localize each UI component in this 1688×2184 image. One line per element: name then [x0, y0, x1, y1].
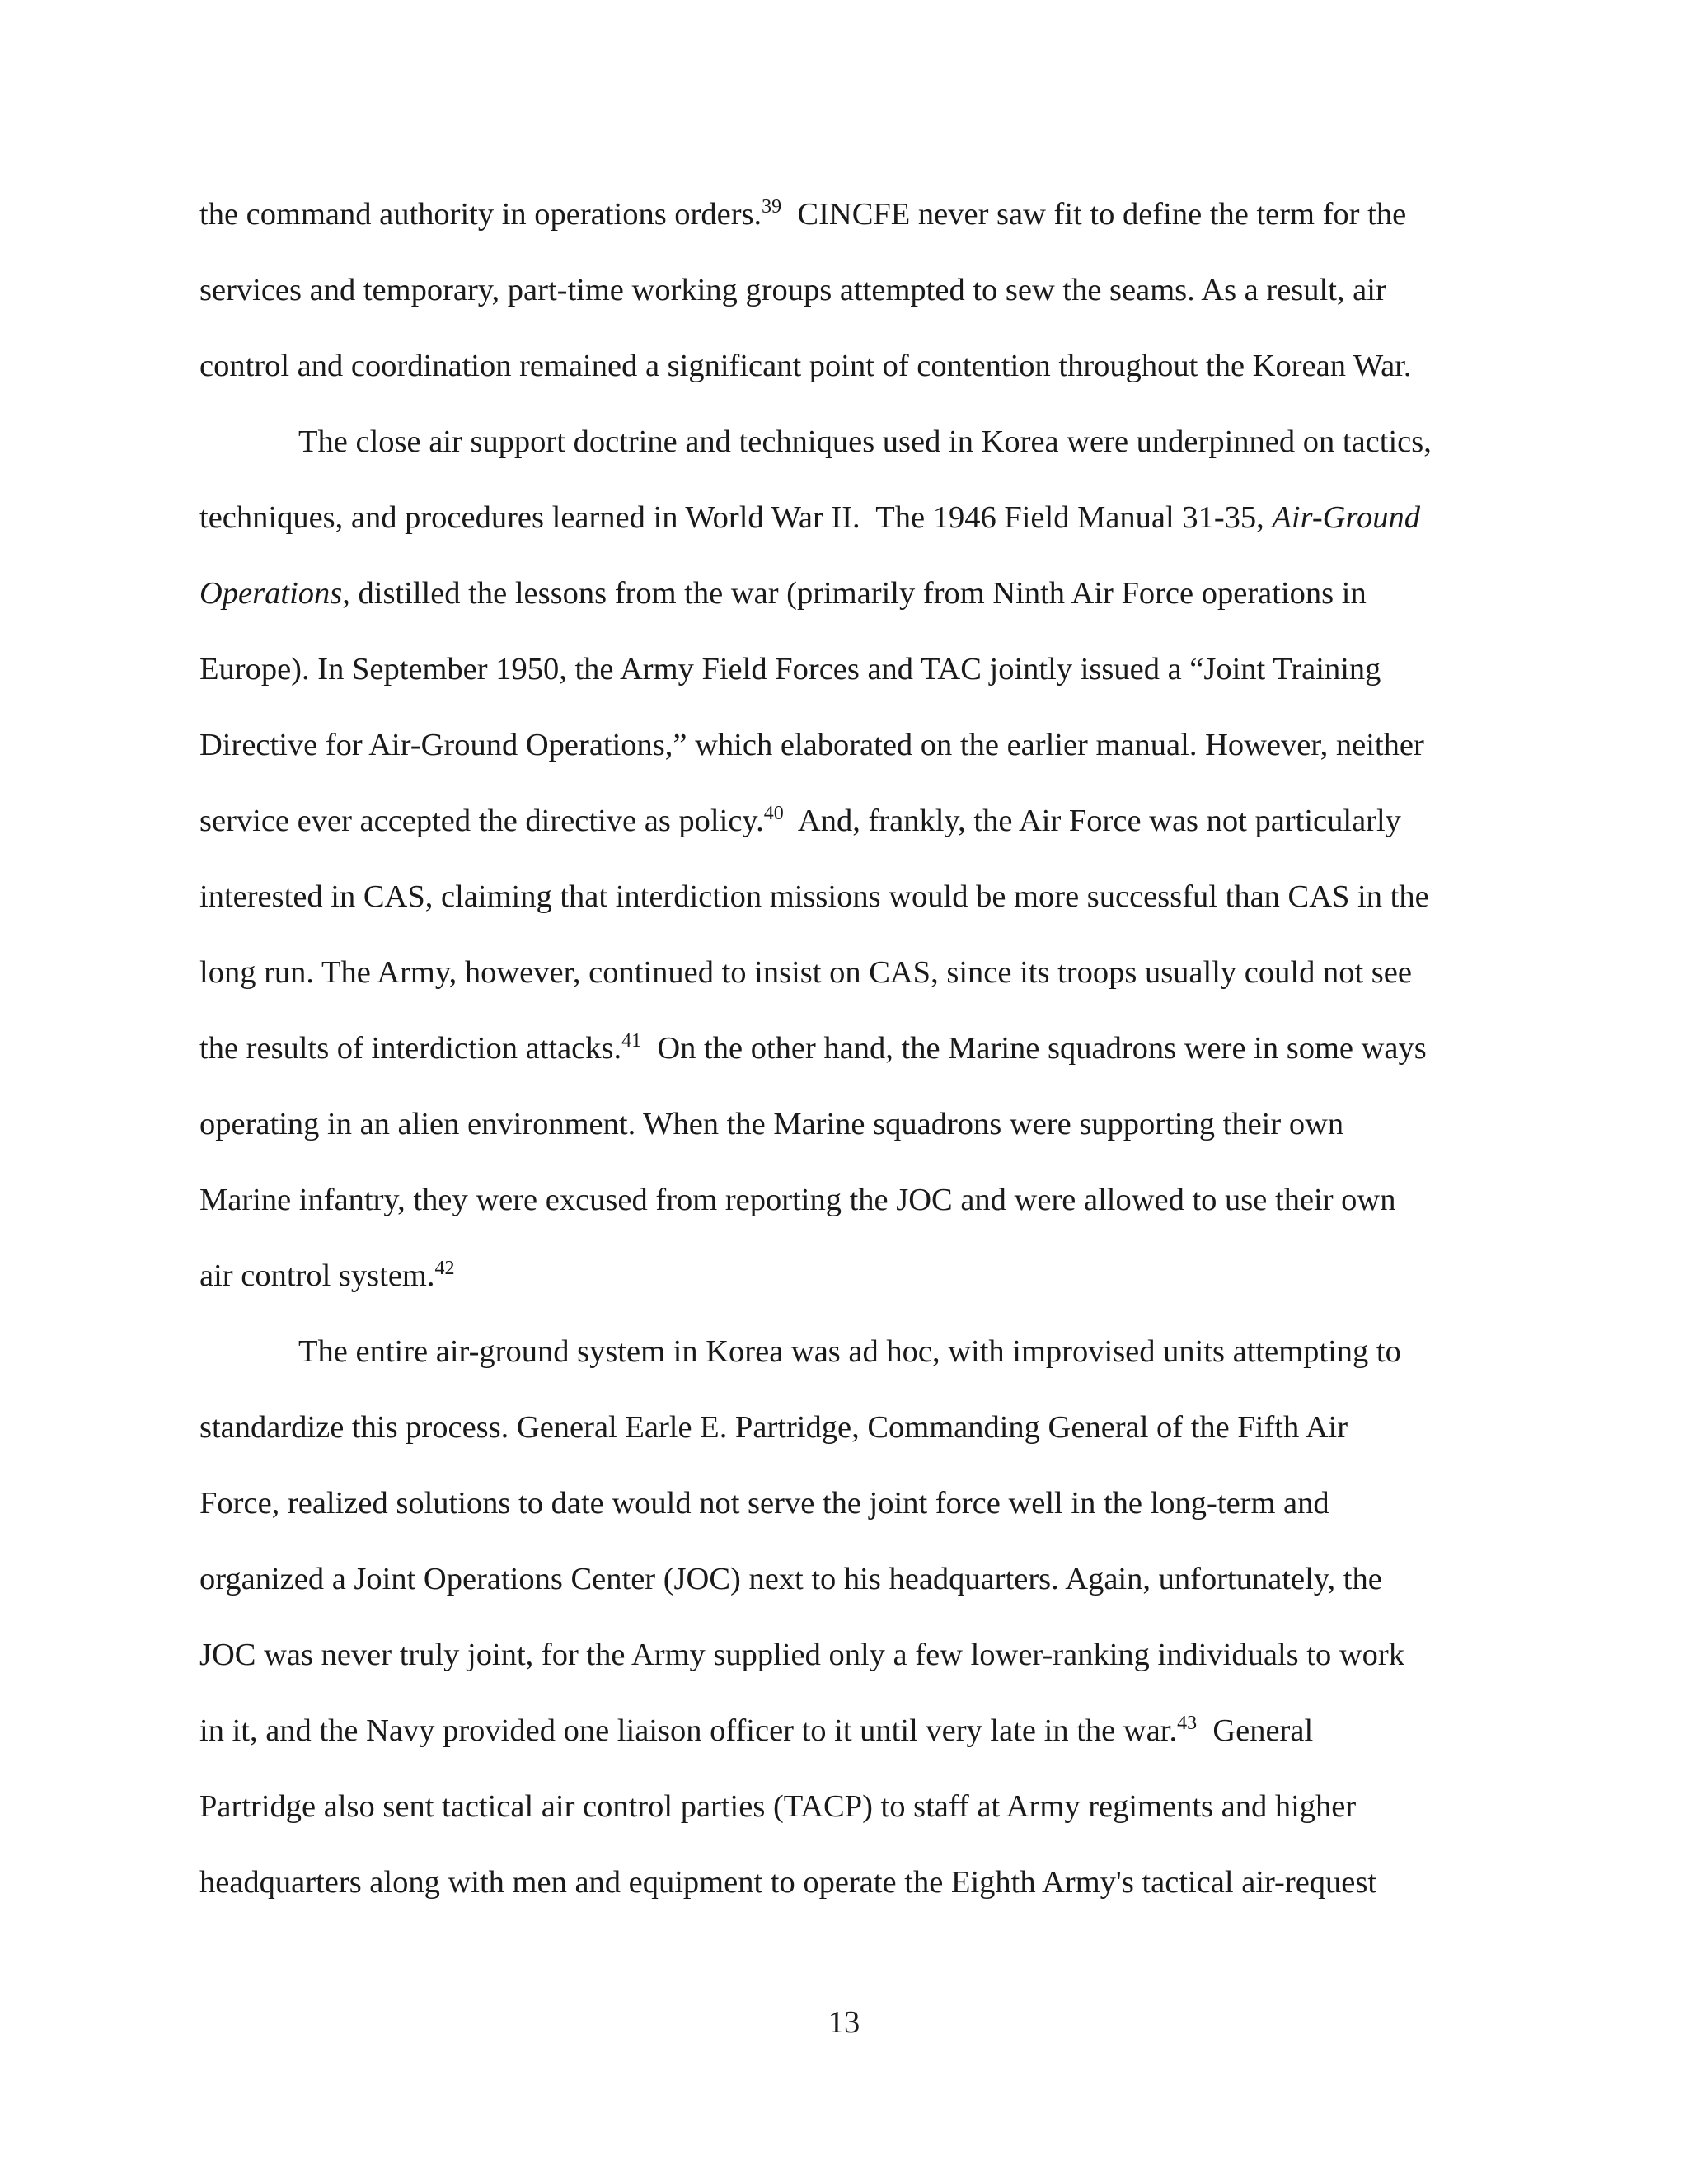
- footnote-ref: 40: [763, 803, 784, 824]
- text-line: Force, realized solutions to date would not serve the joint force well in the long-term and: [199, 1486, 1329, 1521]
- text-run: CINCFE never saw fit to define the term for the: [781, 197, 1407, 232]
- text-line: Directive for Air-Ground Operations,” which elaborated on the earlier manual. However, neither: [199, 728, 1424, 762]
- text-line: [199, 1711, 1313, 1750]
- text-line: [199, 574, 1367, 613]
- footnote-ref: 43: [1177, 1713, 1198, 1734]
- footnote-ref: 42: [434, 1258, 455, 1279]
- text-line: [199, 1029, 1427, 1068]
- text-line: JOC was never truly joint, for the Army supplied only a few lower-ranking individuals to work: [199, 1638, 1404, 1672]
- text-line: The entire air-ground system in Korea was ad hoc, with improvised units attempting to: [298, 1334, 1401, 1369]
- text-line: Partridge also sent tactical air control parties (TACP) to staff at Army regiments and higher: [199, 1789, 1357, 1824]
- text-line: operating in an alien environment. When the Marine squadrons were supporting their own: [199, 1107, 1344, 1141]
- text-line: organized a Joint Operations Center (JOC) next to his headquarters. Again, unfortunately, the: [199, 1562, 1382, 1596]
- text-line: interested in CAS, claiming that interdiction missions would be more successful than CAS in the: [199, 879, 1429, 914]
- italic-title: Air-Ground: [1272, 500, 1420, 535]
- text-run: General: [1197, 1713, 1314, 1748]
- text-run: techniques, and procedures learned in World War II. The 1946 Field Manual 31-35,: [199, 500, 1273, 535]
- text-line: Europe). In September 1950, the Army Field Forces and TAC jointly issued a “Joint Training: [199, 652, 1381, 687]
- page-number: 13: [828, 2005, 860, 2040]
- footnote-ref: 39: [762, 196, 782, 218]
- text-run: in it, and the Navy provided one liaison officer to it until very late in the war.: [199, 1713, 1178, 1748]
- text-line: standardize this process. General Earle E. Partridge, Commanding General of the Fifth Air: [199, 1410, 1348, 1445]
- text-run: the command authority in operations orders.: [199, 197, 762, 232]
- italic-title: Operations: [199, 576, 343, 611]
- text-line: [199, 194, 1406, 234]
- text-line: long run. The Army, however, continued to insist on CAS, since its troops usually could not see: [199, 955, 1412, 990]
- text-line: The close air support doctrine and techniques used in Korea were underpinned on tactics,: [298, 424, 1432, 459]
- text-run: And, frankly, the Air Force was not particularly: [783, 804, 1401, 838]
- text-run: On the other hand, the Marine squadrons were in some ways: [641, 1031, 1427, 1066]
- text-run: air control system.: [199, 1258, 435, 1293]
- text-line: [199, 498, 1420, 537]
- text-line: control and coordination remained a significant point of contention throughout the Korean War.: [199, 349, 1412, 383]
- text-run: service ever accepted the directive as policy.: [199, 804, 764, 838]
- text-line: [199, 801, 1401, 841]
- text-line: [199, 1256, 454, 1296]
- text-run: the results of interdiction attacks.: [199, 1031, 622, 1066]
- text-line: services and temporary, part-time working groups attempted to sew the seams. As a result, air: [199, 273, 1386, 307]
- footnote-ref: 41: [621, 1030, 642, 1052]
- text-line: Marine infantry, they were excused from reporting the JOC and were allowed to use their own: [199, 1183, 1396, 1217]
- text-run: , distilled the lessons from the war (primarily from Ninth Air Force operations in: [342, 576, 1367, 611]
- text-line: headquarters along with men and equipment to operate the Eighth Army's tactical air-request: [199, 1865, 1377, 1900]
